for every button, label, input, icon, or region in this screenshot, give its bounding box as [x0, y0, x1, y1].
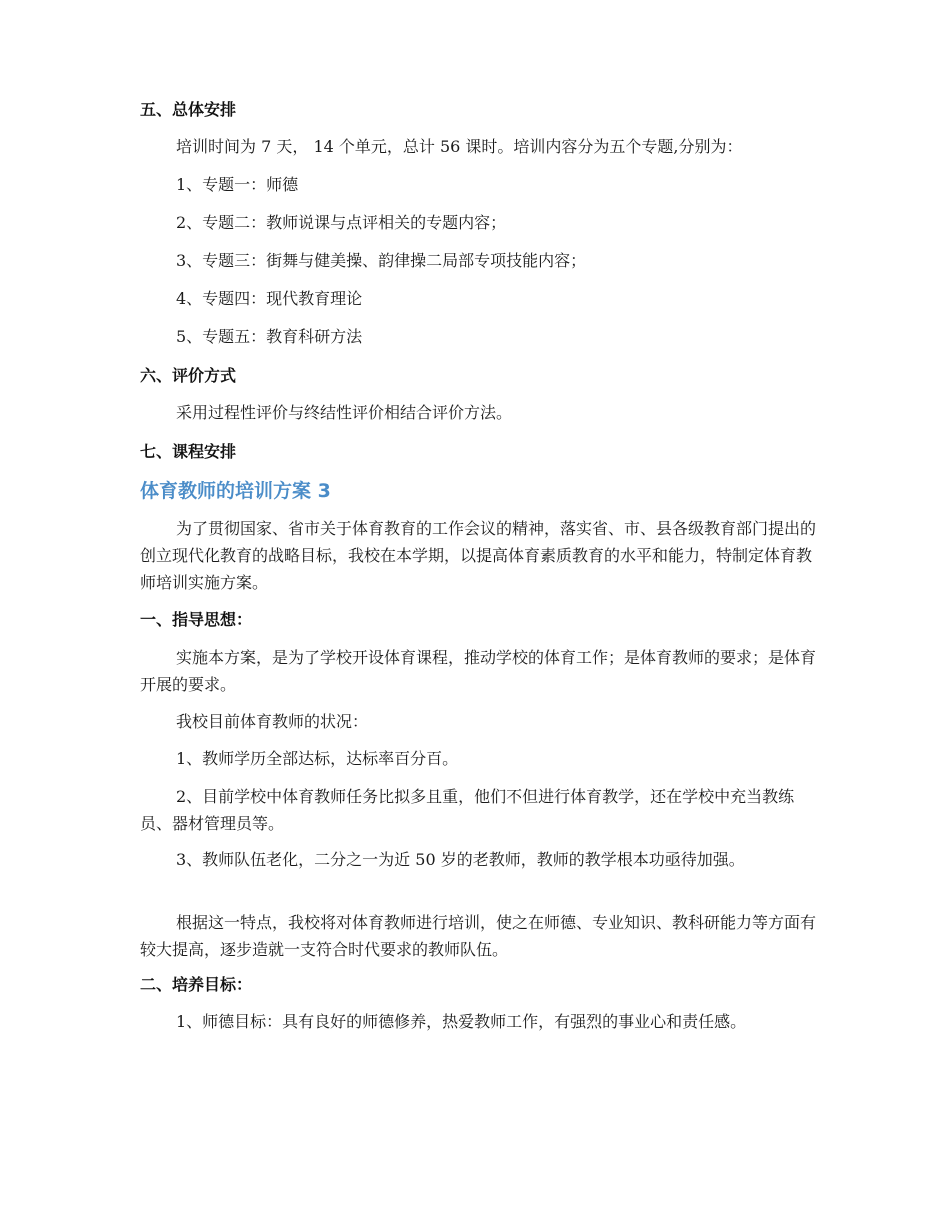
section-heading-arrangement: 五、总体安排 [140, 100, 237, 119]
list-item: 4、专题四：现代教育理论 [176, 289, 363, 308]
paragraph: 实施本方案，是为了学校开设体育课程，推动学校的体育工作；是体育教师的要求；是体育开展的要求。 [140, 648, 817, 694]
paragraph: 2、目前学校中体育教师任务比拟多且重，他们不但进行体育教学，还在学校中充当教练员、器材管理员等。 [140, 787, 795, 833]
section-heading-training-goals: 二、培养目标： [140, 975, 253, 994]
paragraph: 1、教师学历全部达标，达标率百分百。 [176, 749, 459, 768]
paragraph-evaluation: 采用过程性评价与终结性评价相结合评价方法。 [176, 403, 513, 422]
paragraph-intro: 为了贯彻国家、省市关于体育教育的工作会议的精神，落实省、市、县各级教育部门提出的创立现代化教育的战略目标，我校在本学期，以提高体育素质教育的水平和能力，特制定体育教师培训实施方案。 [140, 519, 817, 592]
list-item: 5、专题五：教育科研方法 [176, 327, 363, 346]
list-item: 2、专题二：教师说课与点评相关的专题内容； [176, 213, 507, 232]
paragraph: 根据这一特点，我校将对体育教师进行培训，使之在师德、专业知识、教科研能力等方面有较大提高，逐步造就一支符合时代要求的教师队伍。 [140, 913, 817, 959]
plan-title: 体育教师的培训方案 3 [140, 480, 331, 502]
paragraph-schedule: 培训时间为 7 天， 14 个单元，总计 56 课时。培训内容分为五个专题,分别为： [176, 137, 743, 156]
paragraph: 3、教师队伍老化，二分之一为近 50 岁的老教师，教师的教学根本功亟待加强。 [176, 850, 745, 869]
section-heading-evaluation: 六、评价方式 [140, 366, 237, 385]
list-item: 3、专题三：街舞与健美操、韵律操二局部专项技能内容； [176, 251, 587, 270]
paragraph: 我校目前体育教师的状况： [176, 712, 369, 731]
section-heading-guiding-thought: 一、指导思想： [140, 610, 253, 629]
section-heading-courses: 七、课程安排 [140, 442, 237, 461]
list-item: 1、专题一：师德 [176, 175, 299, 194]
paragraph: 1、师德目标：具有良好的师德修养，热爱教师工作，有强烈的事业心和责任感。 [176, 1012, 747, 1031]
